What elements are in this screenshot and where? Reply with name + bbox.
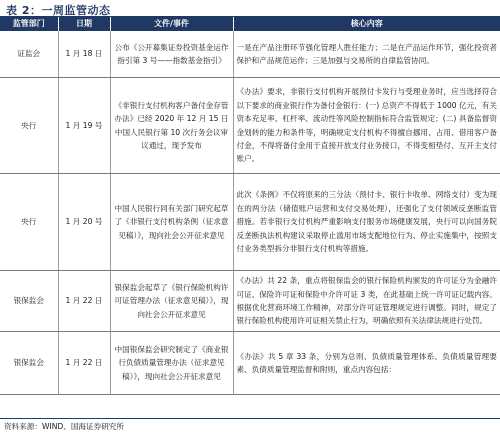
header-document: 文件/事件 [110, 17, 233, 31]
header-dept: 监管部门 [0, 17, 58, 31]
cell-date: 1 月 20 号 [58, 174, 110, 271]
cell-dept: 银保监会 [0, 332, 58, 395]
cell-dept: 银保监会 [0, 271, 58, 332]
cell-content: 一是在产品注册环节强化管理人胜任能力；二是在产品运作环节，强化投资者保护和产品规范运作；三是加强与交易所的自律监管协同。 [233, 31, 500, 78]
table-row [0, 271, 500, 332]
source-note: 资料来源：WIND、国海证券研究所 [4, 422, 124, 431]
table-row [0, 332, 500, 395]
regulatory-table [0, 17, 500, 395]
cell-date: 1 月 22 日 [58, 332, 110, 395]
cell-content: 《办法》要求，非银行支付机构开展预付卡发行与受理业务时，应当选择符合以下要求的商业银行作为备付金银行：(一) 总资产不得低于 1000 亿元，有关资本充足率、杠杆率、流动性等风险控制指标符合监管规定；(二) 具备监督资金划转的能力和条件等，明确规定支付机构不得擅自挪用、占用、借用客户备付金，不得将备付金用于直接开放支付业务接口，不得变相垫付、互开主支付账户。 [233, 78, 500, 174]
cell-content: 《办法》共 5 章 33 条，分别为总则、负债质量管理体系、负债质量管理要素、负债质量管理监督和附则，重点内容包括： [233, 332, 500, 395]
cell-document: 中国人民银行同有关部门研究起草了《非银行支付机构条例（征求意见稿）》，现向社会公开征求意见 [110, 174, 233, 271]
cell-date: 1 月 19 号 [58, 78, 110, 174]
cell-dept: 证监会 [0, 31, 58, 78]
cell-dept: 央行 [0, 78, 58, 174]
cell-document: 中国银保监会研究制定了《商业银行负债质量管理办法（征求意见稿）》，现向社会公开征求意见 [110, 332, 233, 395]
cell-content: 此次《条例》不仅将原来的三分法（预付卡、银行卡收单、网络支付）变为现在的两分法（储值账户运营和支付交易处理），还强化了支付领域反垄断监管措施。若非银行支付机构严重影响支付服务市场健康发展，央行可以向国务院反垄断执法机构建议采取停止滥用市场支配地位行为、停止实施集中，按照支付业务类型拆分非银行支付机构等措施。 [233, 174, 500, 271]
table-row [0, 78, 500, 174]
cell-dept: 央行 [0, 174, 58, 271]
source-rule [0, 418, 500, 419]
cell-content: 《办法》共 22 条，重点将银保监会的银行保险机构颁发的许可证分为金融许可证、保险许可证和保险中介许可证 3 类，在此基础上统一许可证记载内容。根据优化营商环境工作精神，对部分许可证管理规定进行调整。同时，规定了银行保险机构使用许可证相关禁止行为，明确依照有关法律法规进行处罚。 [233, 271, 500, 332]
cell-document: 公布《公开募集证券投资基金运作指引第 3 号——指数基金指引》 [110, 31, 233, 78]
cell-date: 1 月 18 日 [58, 31, 110, 78]
header-core-content: 核心内容 [233, 17, 500, 31]
header-date: 日期 [58, 17, 110, 31]
table-row [0, 31, 500, 78]
table-header-row [0, 17, 500, 31]
table-title: 表 2：一周监管动态 [6, 4, 111, 17]
cell-document: 《非银行支付机构客户备付金存管办法》已经 2020 年 12 月 15 日中国人民银行第 10 次行务会议审议通过，现予发布 [110, 78, 233, 174]
cell-date: 1 月 22 日 [58, 271, 110, 332]
cell-document: 银保监会起草了《银行保险机构许可证管理办法（征求意见稿）》，现向社会公开征求意见 [110, 271, 233, 332]
table-row [0, 174, 500, 271]
